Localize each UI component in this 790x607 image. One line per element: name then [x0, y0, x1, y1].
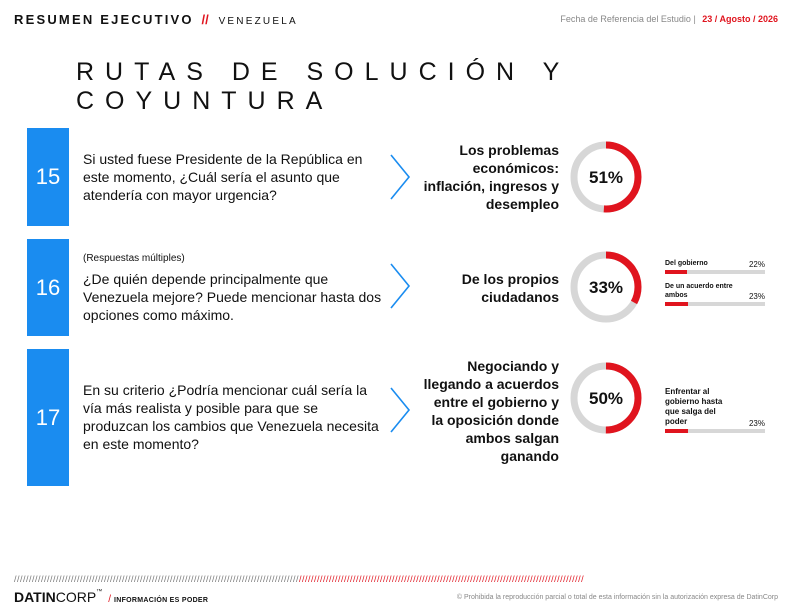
- question-body: ¿De quién depende principalmente que Venezuela mejore? Puede mencionar hasta dos opciones como máximo.: [83, 271, 382, 323]
- other-answer-value: 23%: [748, 419, 765, 428]
- question-text: [83, 150, 383, 204]
- page-title-line1: RUTAS DE SOLUCIÓN Y: [76, 58, 571, 86]
- other-answer-bar-fill: [665, 429, 688, 433]
- percent-donut: [568, 249, 644, 325]
- percent-donut: [568, 139, 644, 215]
- question-number-badge: 16: [27, 239, 69, 336]
- question-body: Si usted fuese Presidente de la República en este momento, ¿Cuál sería el asunto que atendería con mayor urgencia?: [83, 151, 363, 203]
- reference-date-label: Fecha de Referencia del Estudio |: [560, 14, 696, 24]
- reference-date-value: 23 / Agosto / 2026: [702, 14, 778, 24]
- percent-value: 33%: [588, 278, 624, 297]
- reference-date: [560, 14, 778, 24]
- page-title-line2: COYUNTURA: [76, 87, 334, 115]
- other-answer-bar-fill: [665, 270, 687, 274]
- header-separator: //: [201, 12, 209, 27]
- other-answer-item: [665, 387, 765, 433]
- country-label: VENEZUELA: [218, 16, 298, 27]
- page-title: [76, 58, 570, 116]
- question-text: [83, 381, 383, 453]
- other-answer-bar: [665, 429, 765, 433]
- report-header: [14, 12, 298, 27]
- other-answers: [665, 387, 765, 441]
- top-answer: Negociando y llegando a acuerdos entre el gobierno y la oposición donde ambos salgan ganando: [423, 358, 559, 464]
- other-answer-bar: [665, 302, 765, 306]
- other-answer-item: [665, 259, 765, 274]
- question-text: [83, 252, 383, 324]
- percent-value: 51%: [588, 168, 624, 187]
- brand-logo: [14, 589, 208, 605]
- question-row-16: [27, 239, 777, 336]
- report-title: RESUMEN EJECUTIVO: [14, 12, 194, 27]
- chevron-right-icon: [389, 386, 411, 434]
- brand-slash: /: [108, 594, 111, 605]
- percent-donut: [568, 360, 644, 436]
- question-number-badge: 15: [27, 128, 69, 226]
- other-answer-label: Enfrentar al gobierno hasta que salga del poder: [665, 387, 723, 426]
- top-answer: Los problemas económicos: inflación, ingresos y desempleo: [423, 142, 559, 212]
- chevron-right-icon: [389, 153, 411, 201]
- question-number-badge: 17: [27, 349, 69, 486]
- question-body: En su criterio ¿Podría mencionar cuál sería la vía más realista y posible para que se produzcan los cambios que Venezuela necesita en este momento?: [83, 382, 379, 452]
- question-note: (Respuestas múltiples): [83, 253, 185, 264]
- other-answer-label: De un acuerdo entre ambos: [665, 283, 733, 299]
- percent-value: 50%: [588, 389, 624, 408]
- other-answer-bar: [665, 270, 765, 274]
- other-answer-value: 23%: [748, 292, 765, 301]
- top-answer: De los propios ciudadanos: [461, 271, 559, 305]
- other-answer-label: Del gobierno: [665, 260, 708, 267]
- footer-divider: //////////////////////////////////////////////////////////////////////////////////////////////////////////////////////////////////////////////////////////////////////////////////////////////: [14, 575, 585, 583]
- brand-name-bold: DATIN: [14, 589, 56, 605]
- chevron-right-icon: [389, 262, 411, 310]
- question-row-17: [27, 349, 777, 486]
- legal-notice: © Prohibida la reproducción parcial o total de esta información sin la autorización expresa de DatinCorp: [456, 594, 778, 601]
- brand-trademark: ™: [96, 589, 103, 595]
- other-answers: [665, 259, 765, 314]
- other-answer-value: 22%: [748, 260, 765, 269]
- other-answer-bar-fill: [665, 302, 688, 306]
- question-row-15: [27, 128, 777, 226]
- brand-tagline: INFORMACIÓN ES PODER: [113, 597, 209, 604]
- brand-name-rest: CORP: [55, 589, 97, 605]
- other-answer-item: [665, 282, 765, 306]
